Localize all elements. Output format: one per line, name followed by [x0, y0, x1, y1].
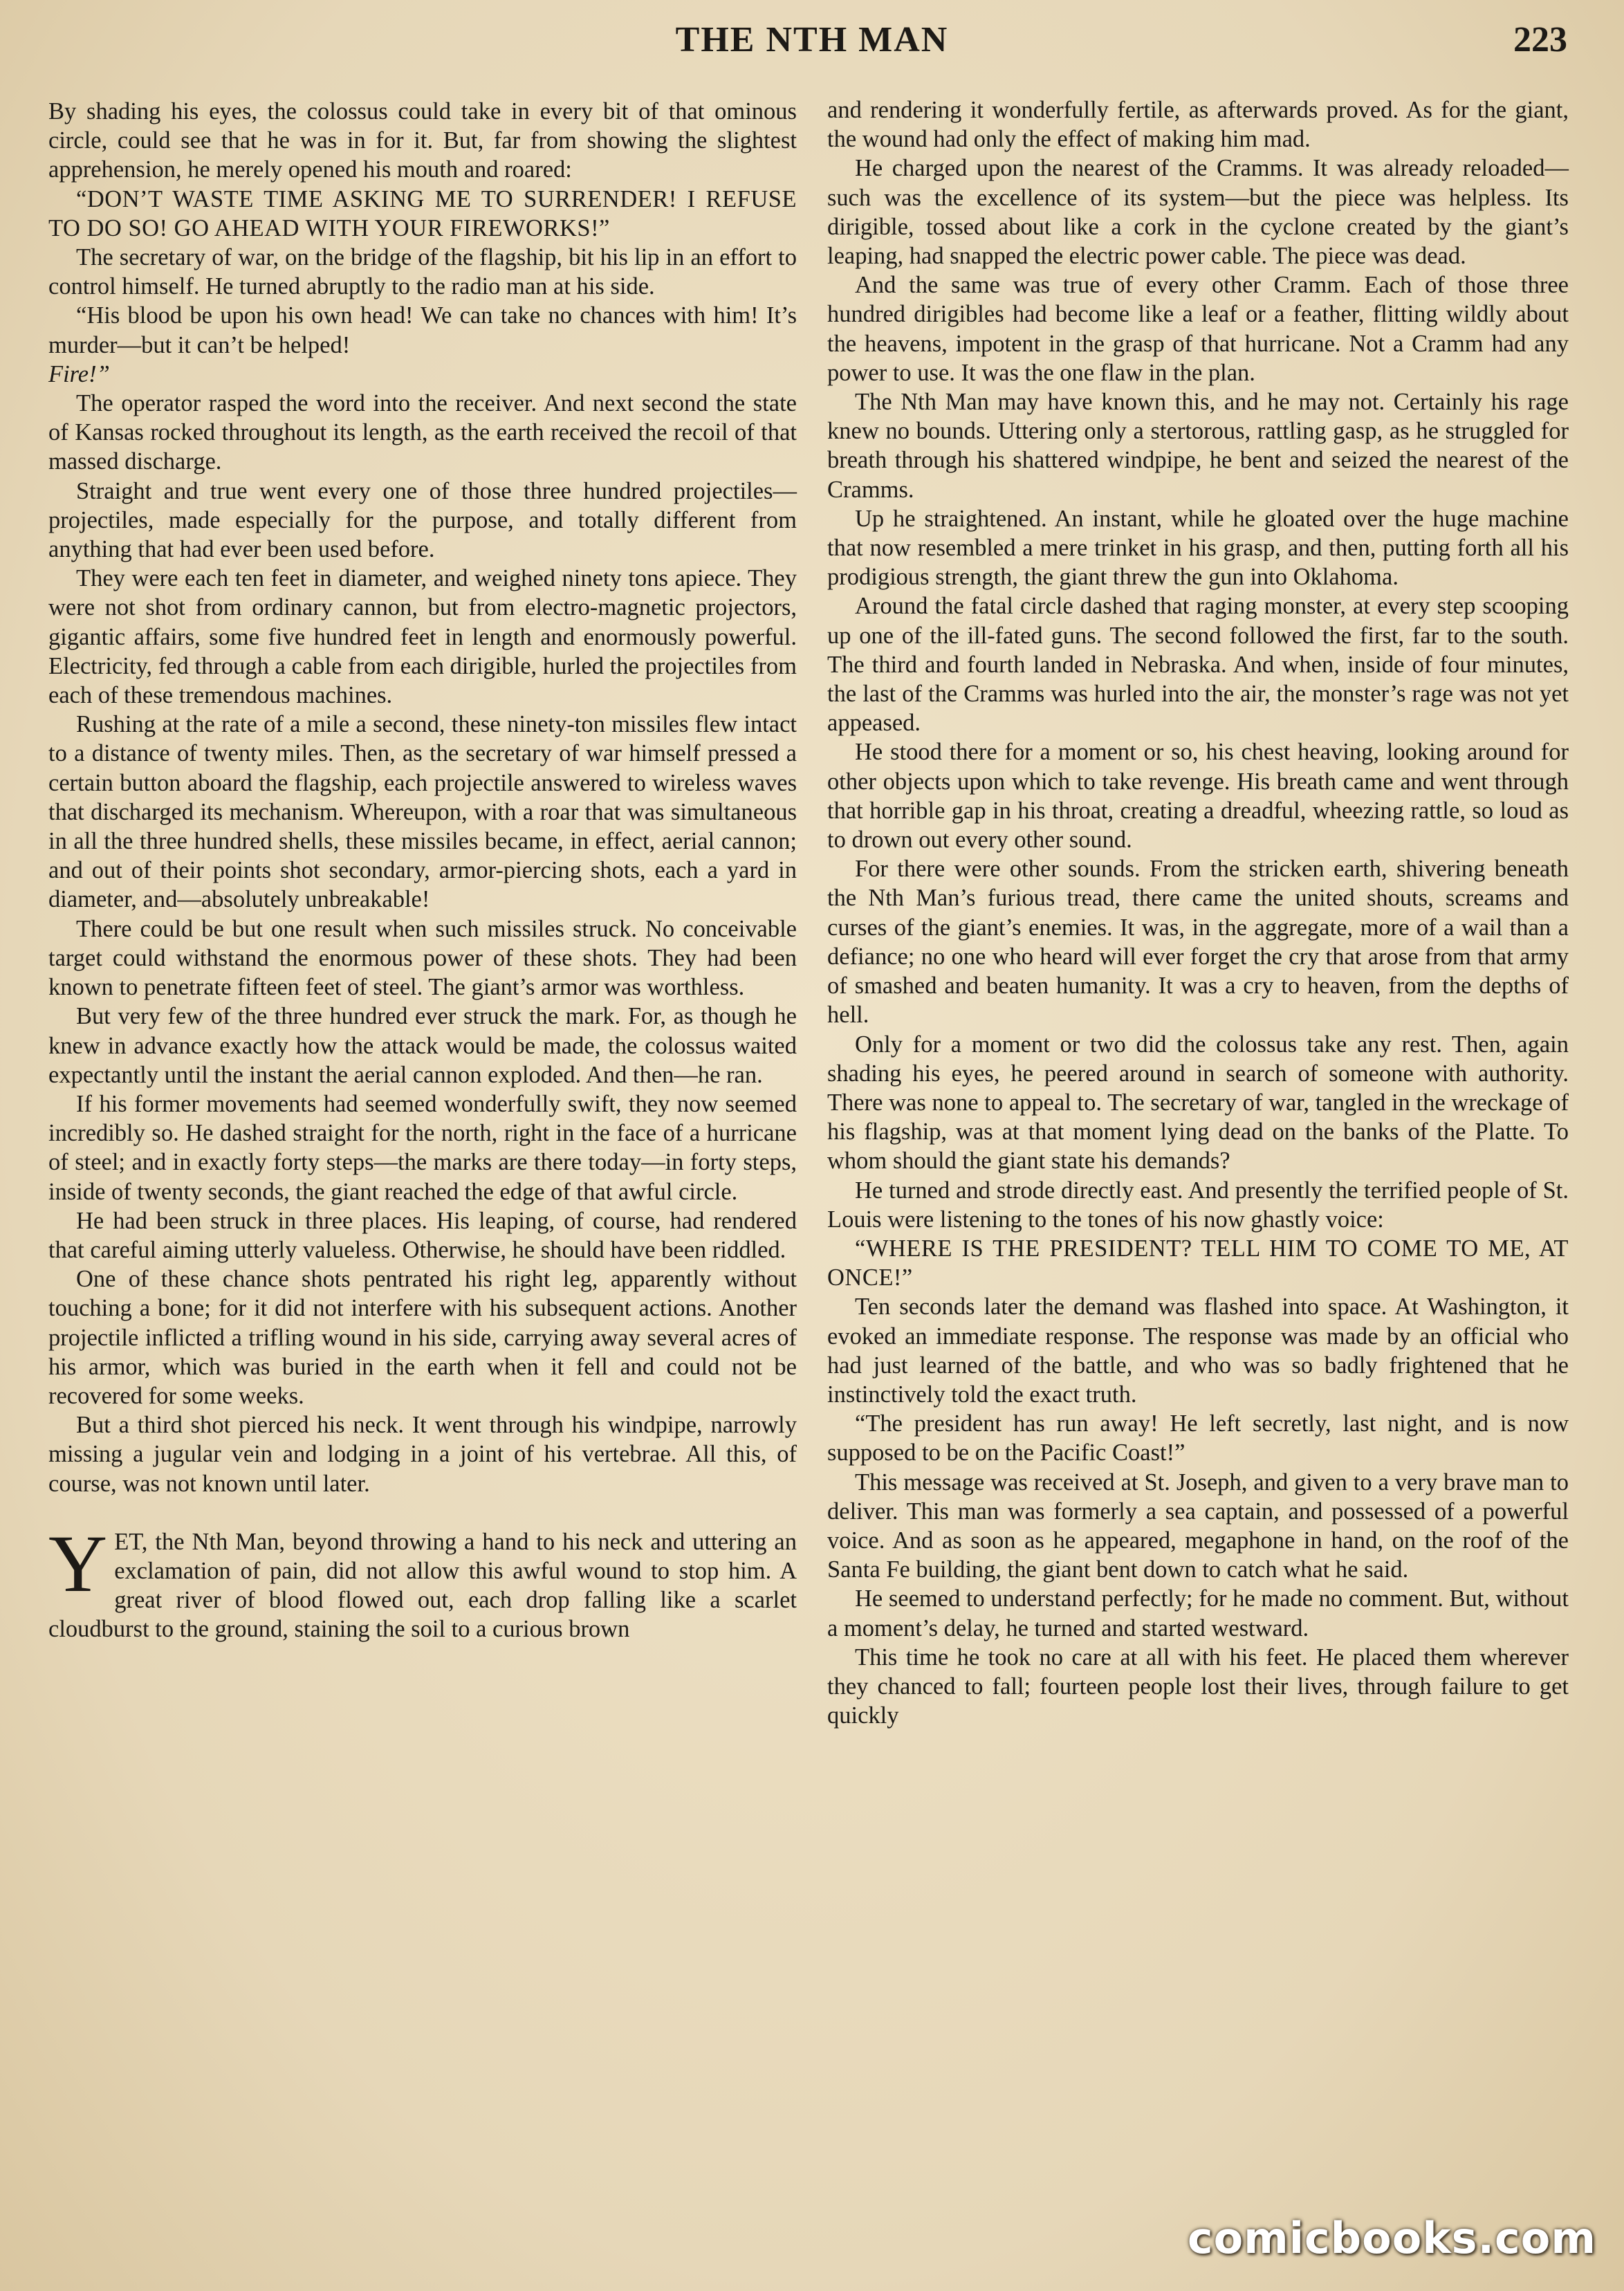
paragraph: and rendering it wonderfully fertile, as afterwards proved. As for the giant, the wound had only the effect of making him mad.: [827, 97, 1569, 153]
paragraph: This message was received at St. Joseph, and given to a very brave man to deliver. This man was formerly a sea captain, and possessed of a powerful voice. And as soon as he appeared, megaphone in hand, on the roof of the Santa Fe building, the giant bent down to catch what he said.: [827, 1469, 1569, 1583]
paragraph: If his former movements had seemed wonderfully swift, they now seemed incredibly so. He dashed straight for the north, right in the face of a hurricane of steel; and in exactly forty steps—the marks are there today—in forty steps, inside of twenty seconds, the giant reached the edge of that awful circle.: [48, 1090, 797, 1205]
paragraph: And the same was true of every other Cramm. Each of those three hundred dirigibles had become like a leaf or a feather, flitting wildly about the heavens, impotent in the grasp of that hurricane. Not a Cramm had any power to use. It was the one flaw in the plan.: [827, 272, 1569, 386]
paragraph-text: “His blood be upon his own head! We can take no chances with him! It’s murder—but it can’t be helped!: [48, 302, 797, 358]
italic-fire: Fire!”: [48, 360, 110, 387]
paragraph: But very few of the three hundred ever struck the mark. For, as though he knew in advance exactly how the attack would be made, the colossus waited expectantly until the instant the aerial cannon exploded. And then—he ran.: [48, 1003, 797, 1088]
paragraph-text: ET, the Nth Man, beyond throwing a hand to his neck and uttering an exclamation of pain, did not allow this awful wound to stop him. A great river of blood flowed out, each drop falling like a scarlet cloudburst to the ground, staining the soil to a curious brown: [48, 1528, 797, 1643]
running-title: THE NTH MAN: [675, 20, 949, 59]
paragraph: “The president has run away! He left secretly, last night, and is now supposed to be on the Pacific Coast!”: [827, 1410, 1569, 1466]
section-paragraph: [48, 1518, 797, 1644]
paragraph: He seemed to understand perfectly; for he made no comment. But, without a moment’s delay, he turned and started westward.: [827, 1585, 1569, 1641]
paragraph: Ten seconds later the demand was flashed into space. At Washington, it evoked an immediate response. The response was made by an official who had just learned of the battle, and who was so badly frightened that he instinctively told the exact truth.: [827, 1294, 1569, 1408]
paragraph: He charged upon the nearest of the Cramms. It was already reloaded—such was the excellence of its system—but the piece was helpless. Its dirigible, tossed about like a cork in the cyclone created by the giant’s leaping, had snapped the electric power cable. The piece was dead.: [827, 155, 1569, 270]
paragraph: He had been struck in three places. His leaping, of course, had rendered that careful aiming utterly valueless. Otherwise, he should have been riddled.: [48, 1207, 797, 1263]
paragraph: He stood there for a moment or so, his chest heaving, looking around for other objects upon which to take revenge. His breath came and went through that horrible gap in his throat, creating a dreadful, wheezing rattle, so loud as to drown out every other sound.: [827, 739, 1569, 854]
paragraph: But a third shot pierced his neck. It went through his windpipe, narrowly missing a jugular vein and lodging in a joint of his vertebrae. All this, of course, was not known until later.: [48, 1412, 797, 1497]
paragraph: Straight and true went every one of those three hundred projectiles—projectiles, made especially for the purpose, and totally different from anything that had ever been used before.: [48, 477, 797, 563]
paragraph-shout: “DON’T WASTE TIME ASKING ME TO SURRENDER! I REFUSE TO DO SO! GO AHEAD WITH YOUR FIREWORKS!”: [48, 185, 797, 241]
paragraph: The operator rasped the word into the receiver. And next second the state of Kansas rocked throughout its length, as the earth received the recoil of that massed discharge.: [48, 390, 797, 475]
drop-cap: Y: [48, 1518, 108, 1609]
paragraph: [48, 301, 797, 389]
paragraph: This time he took no care at all with his feet. He placed them wherever they chanced to fall; fourteen people lost their lives, through failure to get quickly: [827, 1644, 1569, 1729]
paragraph: One of these chance shots pentrated his right leg, apparently without touching a bone; for it did not interfere with his subsequent actions. Another projectile inflicted a trifling wound in his side, carrying away several acres of his armor, which was buried in the earth when it fell and could not be recovered for some weeks.: [48, 1266, 797, 1409]
paragraph: The secretary of war, on the bridge of the flagship, bit his lip in an effort to control himself. He turned abruptly to the radio man at his side.: [48, 244, 797, 300]
paragraph: For there were other sounds. From the stricken earth, shivering beneath the Nth Man’s furious tread, there came the united shouts, screams and curses of the giant’s enemies. It was, in the aggregate, more of a wail than a defiance; no one who heard will ever forget the cry that arose from that army of smashed and beaten humanity. It was a cry to heaven, from the depths of hell.: [827, 856, 1569, 1029]
paragraph: The Nth Man may have known this, and he may not. Certainly his rage knew no bounds. Uttering only a stertorous, rattling gasp, as he struggled for breath through his shattered windpipe, he bent and seized the nearest of the Cramms.: [827, 389, 1569, 503]
paragraph: There could be but one result when such missiles struck. No conceivable target could withstand the enormous power of these shots. They had been known to penetrate fifteen feet of steel. The giant’s armor was worthless.: [48, 915, 797, 1001]
paragraph: Around the fatal circle dashed that raging monster, at every step scooping up one of the ill-fated guns. The second followed the first, far to the south. The third and fourth landed in Nebraska. And when, inside of four minutes, the last of the Cramms was hurled into the air, the monster’s rage was not yet appeased.: [827, 593, 1569, 737]
page-number: 223: [1513, 20, 1567, 59]
paragraph: Up he straightened. An instant, while he gloated over the huge machine that now resembled a mere trinket in his grasp, and then, putting forth all his prodigious strength, the giant threw the gun into Oklahoma.: [827, 505, 1569, 591]
paragraph: Rushing at the rate of a mile a second, these ninety-ton missiles flew intact to a distance of twenty miles. Then, as the secretary of war himself pressed a certain button aboard the flagship, each projectile answered to wireless waves that discharged its mechanism. Whereupon, with a roar that was simultaneous in all the three hundred shells, these missiles became, in effect, aerial cannon; and out of their points shot secondary, armor-piercing shots, each a yard in diameter, and—absolutely unbreakable!: [48, 711, 797, 913]
left-column: [48, 97, 797, 1644]
paragraph-shout: “WHERE IS THE PRESIDENT? TELL HIM TO COME TO ME, AT ONCE!”: [827, 1235, 1569, 1291]
paragraph: He turned and strode directly east. And presently the terrified people of St. Louis were listening to the tones of his now ghastly voice:: [827, 1177, 1569, 1233]
right-column: [827, 95, 1569, 1730]
page-header: [0, 19, 1624, 68]
paragraph: By shading his eyes, the colossus could take in every bit of that ominous circle, could see that he was in for it. But, far from showing the slightest apprehension, he merely opened his mouth and roared:: [48, 98, 797, 183]
paragraph: They were each ten feet in diameter, and weighed ninety tons apiece. They were not shot from ordinary cannon, but from electro-magnetic projectors, gigantic affairs, some five hundred feet in length and enormously powerful. Electricity, fed through a cable from each dirigible, hurled the projectiles from each of these tremendous machines.: [48, 565, 797, 709]
watermark-logo: comicbooks.com: [1187, 2213, 1596, 2263]
paragraph: Only for a moment or two did the colossus take any rest. Then, again shading his eyes, he peered around in search of someone with authority. There was none to appeal to. The secretary of war, tangled in the wreckage of his flagship, was at that moment lying dead on the banks of the Platte. To whom should the giant state his demands?: [827, 1031, 1569, 1175]
